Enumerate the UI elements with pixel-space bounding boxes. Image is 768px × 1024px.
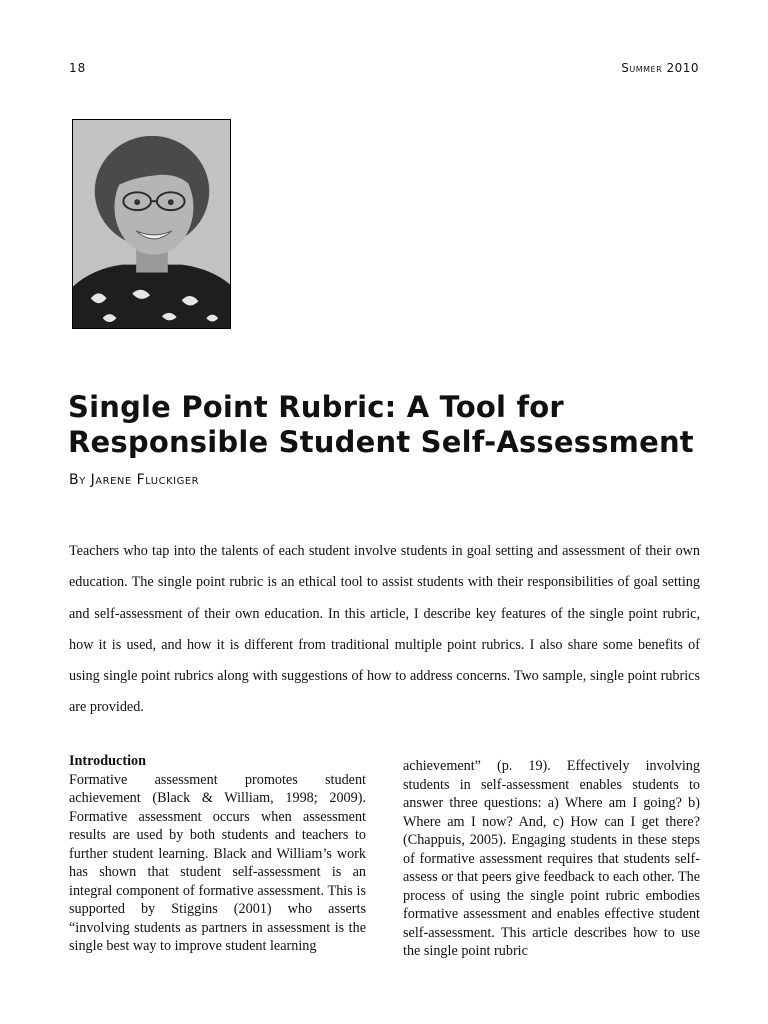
article-title: Single Point Rubric: A Tool for Responsible Student Self-Assessment xyxy=(68,390,694,459)
page-number: 18 xyxy=(69,61,87,75)
body-paragraph-right: achievement” (p. 19). Effectively involving students in self-assessment enables students to answer three questions: a) Where am I going? b) Where am I now? And, c) How can I get there? (Chappuis, 2005). Engaging students in these steps of formative assessment requires that students self-assess or that peers give feedback to each other. The process of using the single point rubric embodies formative assessment and enables effective student self-assessment. This article describes how to use the single point rubric xyxy=(403,758,700,959)
author-portrait-image xyxy=(73,120,230,328)
section-heading-introduction: Introduction xyxy=(69,753,146,769)
article-abstract: Teachers who tap into the talents of each student involve students in goal setting and assessment of their own education. The single point rubric is an ethical tool to assist students with their responsibilities of goal setting and self-assessment of their own education. In this article, I describe key features of the single point rubric, how it is used, and how it is different from traditional multiple point rubrics. I also share some benefits of using single point rubrics along with suggestions of how to address concerns. Two sample, single point rubrics are provided. xyxy=(69,543,700,716)
body-paragraph-left: Formative assessment promotes student achievement (Black & William, 1998; 2009). Formative assessment occurs when assessment results are used by both students and teachers to further student learning. Black and William’s work has shown that student self-assessment is an integral component of formative assessment. This is supported by Stiggins (2001) who asserts “involving students as partners in assessment is the single best way to improve student learning xyxy=(69,771,366,954)
body-column-left xyxy=(69,752,366,956)
issue-label: Summer 2010 xyxy=(621,61,699,75)
running-header xyxy=(69,61,699,77)
author-byline: By Jarene Fluckiger xyxy=(69,472,200,488)
author-photo xyxy=(72,119,231,329)
body-column-right xyxy=(403,757,700,961)
